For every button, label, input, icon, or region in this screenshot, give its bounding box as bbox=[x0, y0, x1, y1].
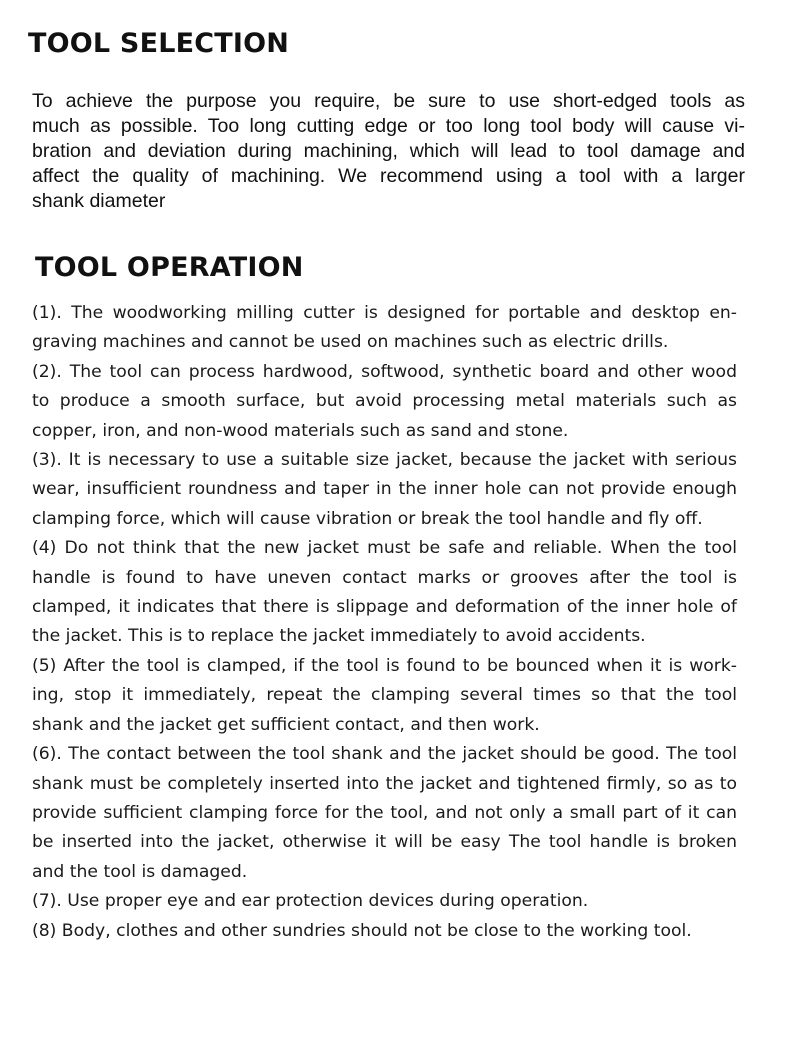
operation-item-1 bbox=[32, 299, 737, 358]
operation-item-6 bbox=[32, 740, 737, 887]
paragraph-line: To achieve the purpose you require, be sure to use short-edged tools as bbox=[32, 90, 745, 112]
item-line: (6). The contact between the tool shank and the jacket should be good. The tool bbox=[32, 744, 737, 765]
operation-item-5 bbox=[32, 652, 737, 740]
item-line: provide sufficient clamping force for the tool, and not only a small part of it can bbox=[32, 802, 737, 823]
tool-selection-paragraph bbox=[32, 89, 745, 214]
item-line: (8) Body, clothes and other sundries should not be close to the working tool. bbox=[32, 920, 692, 941]
paragraph-line: much as possible. Too long cutting edge or too long tool body will cause vi- bbox=[32, 115, 745, 137]
paragraph-line: affect the quality of machining. We recommend using a tool with a larger bbox=[32, 165, 745, 187]
item-line: (3). It is necessary to use a suitable size jacket, because the jacket with serious bbox=[32, 450, 737, 471]
item-line: handle is found to have uneven contact marks or grooves after the tool is bbox=[32, 567, 737, 588]
tool-selection-heading: TOOL SELECTION bbox=[28, 28, 290, 59]
operation-item-3 bbox=[32, 446, 737, 534]
item-line: (7). Use proper eye and ear protection devices during operation. bbox=[32, 891, 589, 912]
item-line: the jacket. This is to replace the jacket immediately to avoid accidents. bbox=[32, 626, 646, 647]
item-line: be inserted into the jacket, otherwise it will be easy The tool handle is broken bbox=[32, 832, 737, 853]
item-line: ing, stop it immediately, repeat the clamping several times so that the tool bbox=[32, 685, 737, 706]
item-line: shank must be completely inserted into the jacket and tightened firmly, so as to bbox=[32, 773, 737, 794]
item-line: to produce a smooth surface, but avoid processing metal materials such as bbox=[32, 391, 737, 412]
operation-item-2 bbox=[32, 358, 737, 446]
item-line: clamped, it indicates that there is slippage and deformation of the inner hole of bbox=[32, 597, 737, 618]
item-line: clamping force, which will cause vibration or break the tool handle and fly off. bbox=[32, 508, 703, 529]
item-line: and the tool is damaged. bbox=[32, 861, 248, 882]
tool-operation-list bbox=[32, 299, 737, 946]
operation-item-8 bbox=[32, 917, 737, 946]
operation-item-4 bbox=[32, 534, 737, 652]
item-line: (5) After the tool is clamped, if the tool is found to be bounced when it is work- bbox=[32, 655, 737, 676]
tool-operation-heading: TOOL OPERATION bbox=[35, 252, 304, 283]
item-line: copper, iron, and non-wood materials such as sand and stone. bbox=[32, 420, 569, 441]
operation-item-7 bbox=[32, 887, 737, 916]
paragraph-line: shank diameter bbox=[32, 190, 166, 212]
item-line: (2). The tool can process hardwood, softwood, synthetic board and other wood bbox=[32, 361, 737, 382]
item-line: graving machines and cannot be used on machines such as electric drills. bbox=[32, 332, 669, 353]
item-line: wear, insufficient roundness and taper in the inner hole can not provide enough bbox=[32, 479, 737, 500]
paragraph-line: bration and deviation during machining, which will lead to tool damage and bbox=[32, 140, 745, 162]
item-line: (1). The woodworking milling cutter is designed for portable and desktop en- bbox=[32, 303, 737, 323]
item-line: shank and the jacket get sufficient contact, and then work. bbox=[32, 714, 540, 735]
item-line: (4) Do not think that the new jacket must be safe and reliable. When the tool bbox=[32, 538, 737, 559]
